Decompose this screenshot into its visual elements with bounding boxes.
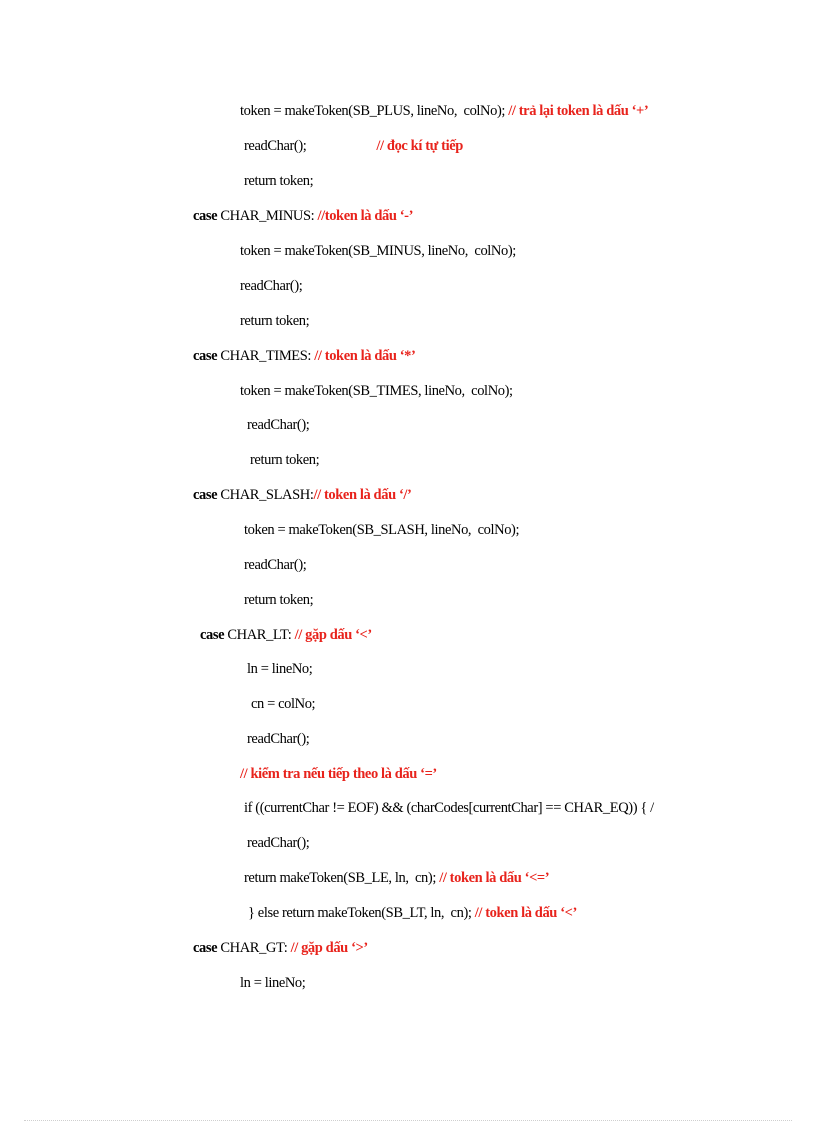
- code-text: readChar();: [247, 417, 310, 433]
- code-line: [247, 730, 309, 748]
- code-line: [193, 347, 415, 365]
- code-text: return token;: [240, 313, 310, 329]
- code-line: [193, 207, 413, 225]
- code-comment: // kiểm tra nếu tiếp theo là dấu ‘=’: [240, 766, 437, 782]
- code-text: CHAR_GT:: [217, 940, 291, 956]
- case-keyword: case: [193, 940, 218, 956]
- code-text: readChar();: [244, 138, 307, 154]
- case-keyword: case: [193, 348, 218, 364]
- case-keyword: case: [200, 627, 225, 643]
- code-text: return token;: [244, 173, 314, 189]
- code-text: return token;: [250, 452, 320, 468]
- code-text: token = makeToken(SB_MINUS, lineNo, colNo);: [240, 243, 516, 259]
- code-line: [250, 451, 319, 469]
- code-text: cn = colNo;: [251, 696, 316, 712]
- code-text: readChar();: [247, 731, 310, 747]
- code-text: return token;: [244, 592, 314, 608]
- code-line: [193, 939, 368, 957]
- code-line: [247, 660, 312, 678]
- code-text: } else return makeToken(SB_LT, ln, cn);: [248, 905, 475, 921]
- code-text: return makeToken(SB_LE, ln, cn);: [244, 870, 440, 886]
- code-text: token = makeToken(SB_TIMES, lineNo, colNo);: [240, 383, 513, 399]
- page-bottom-divider: [24, 1120, 792, 1121]
- code-text: CHAR_SLASH:: [217, 487, 314, 503]
- code-comment: // đọc kí tự tiếp: [376, 138, 463, 154]
- code-comment: // token là dấu ‘*’: [314, 348, 416, 364]
- code-text: token = makeToken(SB_SLASH, lineNo, colNo);: [244, 522, 520, 538]
- code-line: [240, 974, 305, 992]
- code-comment: // token là dấu ‘<=’: [439, 870, 550, 886]
- code-line: [244, 172, 313, 190]
- code-text: readChar();: [240, 278, 303, 294]
- code-line: [244, 799, 654, 817]
- code-text: token = makeToken(SB_PLUS, lineNo, colNo);: [240, 103, 509, 119]
- code-line: [244, 137, 463, 155]
- code-comment: // token là dấu ‘/’: [313, 487, 412, 503]
- code-text: CHAR_TIMES:: [217, 348, 315, 364]
- code-line: [251, 695, 315, 713]
- code-line: [240, 382, 513, 400]
- code-comment: //token là dấu ‘-’: [317, 208, 414, 224]
- code-line: [240, 102, 648, 120]
- code-comment: // token là dấu ‘<’: [474, 905, 577, 921]
- code-line: [200, 626, 372, 644]
- case-keyword: case: [193, 208, 218, 224]
- code-line: [240, 242, 516, 260]
- code-line: [244, 556, 306, 574]
- code-text: readChar();: [244, 557, 307, 573]
- code-line: [244, 521, 519, 539]
- code-line: [248, 904, 577, 922]
- code-line: [193, 486, 411, 504]
- case-keyword: case: [193, 487, 218, 503]
- code-line: [240, 277, 302, 295]
- code-line: [247, 416, 309, 434]
- code-text: if ((currentChar != EOF) && (charCodes[currentChar] == CHAR_EQ)) { /: [244, 800, 654, 816]
- code-text: CHAR_LT:: [224, 627, 295, 643]
- code-line: [247, 834, 309, 852]
- code-line: [244, 591, 313, 609]
- code-line: [244, 869, 549, 887]
- code-line: [240, 312, 309, 330]
- code-text: ln = lineNo;: [247, 661, 313, 677]
- code-text: ln = lineNo;: [240, 975, 306, 991]
- code-comment: // gặp dấu ‘>’: [290, 940, 368, 956]
- code-text: readChar();: [247, 835, 310, 851]
- code-text: CHAR_MINUS:: [217, 208, 318, 224]
- code-comment: // gặp dấu ‘<’: [294, 627, 372, 643]
- code-line: [240, 765, 437, 783]
- code-comment: // trả lại token là dấu ‘+’: [508, 103, 649, 119]
